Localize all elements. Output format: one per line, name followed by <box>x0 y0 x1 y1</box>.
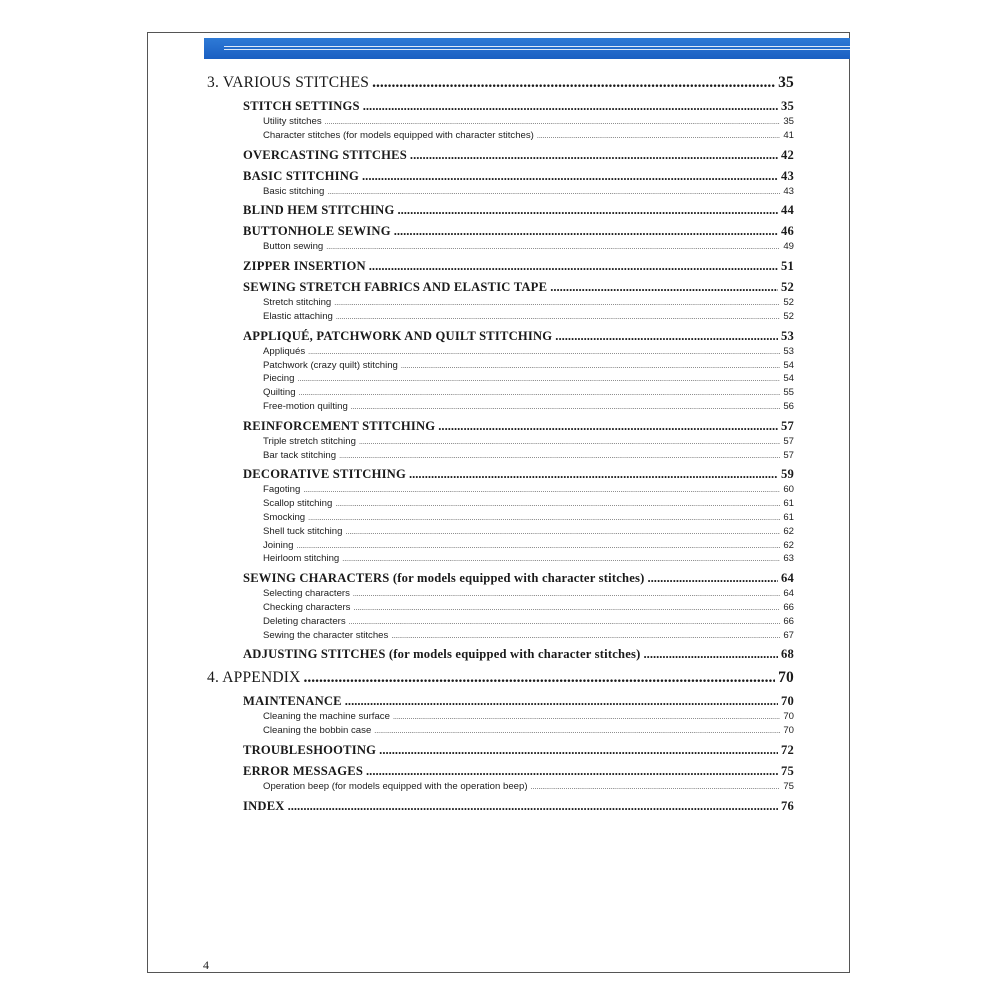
subsection-entry-page: 60 <box>783 484 794 496</box>
section-entry <box>207 762 794 780</box>
dot-leader <box>353 587 780 602</box>
subsection-entry-page: 54 <box>783 359 794 371</box>
section-entry <box>207 569 794 587</box>
subsection-entry-title: Quilting <box>263 387 296 399</box>
subsection-entry-page: 67 <box>783 629 794 641</box>
subsection-entry-title: Sewing the character stitches <box>263 629 389 641</box>
subsection-entry <box>207 552 794 566</box>
dot-leader <box>351 400 781 415</box>
subsection-entry-title: Appliqués <box>263 345 306 357</box>
subsection-entry <box>207 345 794 359</box>
dot-leader <box>335 497 780 512</box>
section-entry <box>207 167 794 185</box>
section-entry-title: STITCH SETTINGS <box>243 99 360 113</box>
section-entry-title: APPLIQUÉ, PATCHWORK AND QUILT STITCHING <box>243 328 553 343</box>
section-entry-title: INDEX <box>243 798 285 813</box>
dot-leader <box>550 278 778 296</box>
subsection-entry-page: 62 <box>783 525 794 537</box>
subsection-entry <box>207 386 794 400</box>
subsection-entry-page: 70 <box>783 725 794 737</box>
chapter-entry-page: 70 <box>778 669 794 687</box>
subsection-entry-page: 49 <box>783 241 794 253</box>
section-entry <box>207 797 794 815</box>
subsection-entry-title: Character stitches (for models equipped with character stitches) <box>263 129 534 141</box>
subsection-entry-title: Triple stretch stitching <box>263 435 356 447</box>
dot-leader <box>410 146 778 164</box>
dot-leader <box>397 201 778 219</box>
subsection-entry-title: Utility stitches <box>263 116 322 127</box>
chapter-entry-title: 3. VARIOUS STITCHES <box>207 74 370 91</box>
dot-leader <box>325 115 781 130</box>
dot-leader <box>304 667 776 689</box>
section-entry-title: DECORATIVE STITCHING <box>243 467 406 482</box>
subsection-entry <box>207 400 794 414</box>
subsection-entry-page: 61 <box>783 498 794 510</box>
subsection-entry-page: 43 <box>783 185 794 197</box>
subsection-entry-title: Bar tack stitching <box>263 449 337 461</box>
subsection-entry-title: Deleting characters <box>263 615 346 627</box>
section-entry-page: 75 <box>781 763 794 778</box>
dot-leader <box>644 645 778 663</box>
subsection-entry <box>207 359 794 373</box>
subsection-entry-title: Joining <box>263 539 294 551</box>
section-entry-page: 59 <box>781 467 794 482</box>
section-entry <box>207 278 794 296</box>
dot-leader <box>342 552 780 567</box>
subsection-entry-page: 41 <box>783 129 794 141</box>
section-entry-page: 68 <box>781 647 794 662</box>
subsection-entry-page: 54 <box>783 373 794 385</box>
section-entry-page: 52 <box>781 280 794 295</box>
section-entry <box>207 327 794 345</box>
subsection-entry <box>207 115 794 129</box>
subsection-entry-title: Heirloom stitching <box>263 553 340 565</box>
subsection-entry <box>207 615 794 629</box>
section-entry <box>207 201 794 219</box>
section-entry-title: TROUBLESHOOTING <box>243 742 377 757</box>
header-decorative-lines <box>224 46 850 54</box>
dot-leader <box>401 359 780 374</box>
section-entry-page: 57 <box>781 418 794 433</box>
section-entry-page: 70 <box>781 694 794 709</box>
subsection-entry-title: Elastic attaching <box>263 310 333 322</box>
chapter-entry <box>207 72 794 94</box>
subsection-entry-page: 56 <box>783 400 794 412</box>
section-entry <box>207 417 794 435</box>
dot-leader <box>379 741 778 759</box>
chapter-entry-title: 4. APPENDIX <box>207 669 301 687</box>
dot-leader <box>531 780 781 795</box>
section-entry-page: 43 <box>781 168 794 183</box>
dot-leader <box>336 310 780 325</box>
section-entry-title: REINFORCEMENT STITCHING <box>243 418 436 433</box>
subsection-entry-page: 63 <box>783 553 794 565</box>
subsection-entry-title: Scallop stitching <box>263 498 333 510</box>
subsection-entry-title: Selecting characters <box>263 588 350 600</box>
dot-leader <box>353 601 780 616</box>
section-entry-page: 53 <box>781 328 794 343</box>
subsection-entry <box>207 483 794 497</box>
dot-leader <box>296 539 780 554</box>
section-entry-title: BUTTONHOLE SEWING <box>243 224 391 239</box>
subsection-entry-page: 55 <box>783 387 794 399</box>
dot-leader <box>648 569 779 587</box>
table-of-contents <box>207 72 794 815</box>
section-entry-page: 64 <box>781 571 794 586</box>
subsection-entry <box>207 435 794 449</box>
dot-leader <box>359 435 780 450</box>
dot-leader <box>308 511 780 526</box>
dot-leader <box>438 417 778 435</box>
dot-leader <box>363 97 778 115</box>
subsection-entry-page: 66 <box>783 615 794 627</box>
subsection-entry <box>207 185 794 199</box>
dot-leader <box>366 762 778 780</box>
section-entry <box>207 741 794 759</box>
dot-leader <box>327 185 780 200</box>
subsection-entry <box>207 511 794 525</box>
subsection-entry <box>207 310 794 324</box>
subsection-entry-page: 64 <box>783 588 794 600</box>
section-entry-title: OVERCASTING STITCHES <box>243 147 407 162</box>
page-number: 4 <box>203 958 209 972</box>
section-entry-page: 35 <box>781 99 794 113</box>
subsection-entry <box>207 587 794 601</box>
dot-leader <box>345 692 778 710</box>
section-entry-page: 46 <box>781 224 794 239</box>
subsection-entry <box>207 240 794 254</box>
subsection-entry-title: Piecing <box>263 373 295 385</box>
subsection-entry-title: Smocking <box>263 511 306 523</box>
subsection-entry-page: 52 <box>783 310 794 322</box>
subsection-entry <box>207 724 794 738</box>
dot-leader <box>326 240 780 255</box>
section-entry <box>207 257 794 275</box>
subsection-entry-title: Stretch stitching <box>263 297 332 309</box>
section-entry-title: MAINTENANCE <box>243 694 342 709</box>
subsection-entry <box>207 449 794 463</box>
subsection-entry-page: 53 <box>783 345 794 357</box>
subsection-entry-title: Basic stitching <box>263 185 325 197</box>
dot-leader <box>372 72 775 94</box>
subsection-entry-page: 70 <box>783 711 794 723</box>
dot-leader <box>555 327 778 345</box>
subsection-entry <box>207 296 794 310</box>
dot-leader <box>374 724 780 739</box>
dot-leader <box>297 372 780 387</box>
dot-leader <box>299 386 781 401</box>
section-entry-title: SEWING CHARACTERS (for models equipped with character stitches) <box>243 571 645 586</box>
section-entry <box>207 645 794 663</box>
section-entry-page: 51 <box>781 259 794 274</box>
subsection-entry-page: 62 <box>783 539 794 551</box>
subsection-entry-page: 52 <box>783 297 794 309</box>
section-entry <box>207 222 794 240</box>
subsection-entry-page: 35 <box>783 116 794 127</box>
subsection-entry-title: Checking characters <box>263 601 351 613</box>
subsection-entry <box>207 539 794 553</box>
subsection-entry <box>207 372 794 386</box>
section-entry-page: 72 <box>781 742 794 757</box>
dot-leader <box>391 629 780 644</box>
subsection-entry-title: Shell tuck stitching <box>263 525 343 537</box>
dot-leader <box>334 296 780 311</box>
subsection-entry-title: Operation beep (for models equipped with the operation beep) <box>263 780 528 792</box>
subsection-entry <box>207 780 794 794</box>
dot-leader <box>537 129 780 144</box>
subsection-entry-title: Free-motion quilting <box>263 400 348 412</box>
dot-leader <box>369 257 778 275</box>
section-entry-title: BLIND HEM STITCHING <box>243 203 395 218</box>
dot-leader <box>339 449 780 464</box>
subsection-entry-page: 61 <box>783 511 794 523</box>
section-entry-page: 44 <box>781 203 794 218</box>
section-entry-page: 42 <box>781 147 794 162</box>
subsection-entry-title: Cleaning the bobbin case <box>263 725 372 737</box>
section-entry-title: ADJUSTING STITCHES (for models equipped with character stitches) <box>243 647 641 662</box>
section-entry-title: ERROR MESSAGES <box>243 763 364 778</box>
dot-leader <box>394 222 778 240</box>
dot-leader <box>345 525 780 540</box>
dot-leader <box>303 483 780 498</box>
subsection-entry-page: 75 <box>783 780 794 792</box>
subsection-entry <box>207 629 794 643</box>
section-entry <box>207 146 794 164</box>
subsection-entry-page: 57 <box>783 435 794 447</box>
section-entry <box>207 692 794 710</box>
subsection-entry-title: Button sewing <box>263 241 324 253</box>
subsection-entry-page: 66 <box>783 601 794 613</box>
section-entry-page: 76 <box>781 798 794 813</box>
subsection-entry <box>207 601 794 615</box>
chapter-entry-page: 35 <box>778 74 794 91</box>
section-entry-title: ZIPPER INSERTION <box>243 259 366 274</box>
chapter-entry <box>207 667 794 689</box>
section-entry <box>207 97 794 115</box>
subsection-entry <box>207 129 794 143</box>
subsection-entry <box>207 710 794 724</box>
section-entry-title: SEWING STRETCH FABRICS AND ELASTIC TAPE <box>243 280 548 295</box>
dot-leader <box>362 167 778 185</box>
subsection-entry <box>207 497 794 511</box>
subsection-entry-title: Cleaning the machine surface <box>263 711 390 723</box>
dot-leader <box>288 797 778 815</box>
section-entry-title: BASIC STITCHING <box>243 168 360 183</box>
dot-leader <box>349 615 781 630</box>
dot-leader <box>308 345 780 360</box>
dot-leader <box>409 465 778 483</box>
section-entry <box>207 465 794 483</box>
subsection-entry-page: 57 <box>783 449 794 461</box>
subsection-entry-title: Fagoting <box>263 484 301 496</box>
subsection-entry <box>207 525 794 539</box>
dot-leader <box>393 710 780 725</box>
subsection-entry-title: Patchwork (crazy quilt) stitching <box>263 359 398 371</box>
